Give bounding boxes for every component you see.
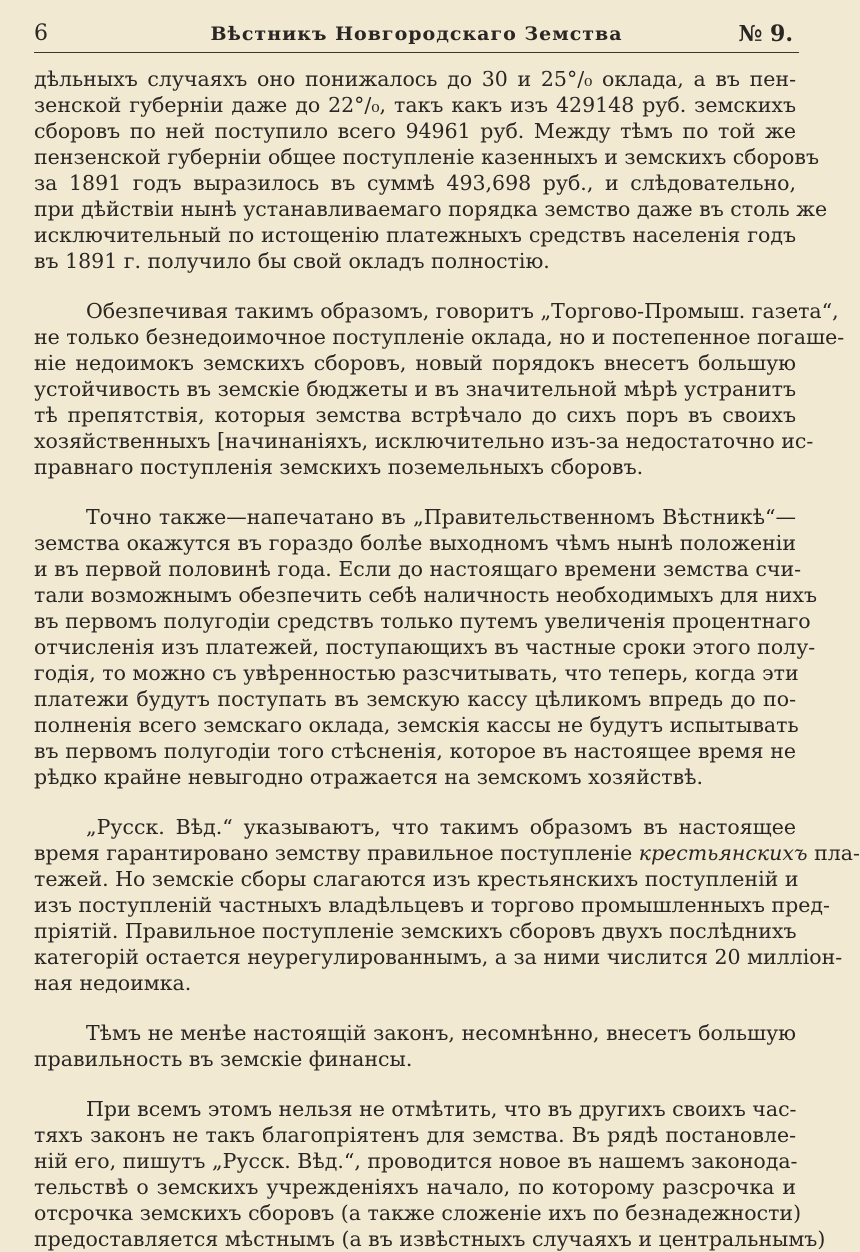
paragraph-6 bbox=[34, 1096, 826, 1252]
paragraph-2 bbox=[34, 298, 845, 480]
text-line: рѣдко крайне невыгодно отражается на земскомъ хозяйствѣ. bbox=[34, 765, 704, 789]
text-segment: пла- bbox=[807, 841, 860, 865]
page-number: 6 bbox=[34, 21, 48, 46]
text-segment: время гарантировано земству правильное поступленіе bbox=[34, 841, 639, 865]
text-line: отсрочка земскихъ сборовъ (а также сложеніе ихъ по безнадежности) bbox=[34, 1201, 802, 1225]
text-line: категорій остается неурегулированнымъ, а за ними числится 20 милліон- bbox=[34, 945, 843, 969]
text-line: годія, то можно съ увѣренностью разсчитывать, что теперь, когда эти bbox=[34, 661, 799, 685]
text-line: тяхъ законъ не такъ благопріятенъ для земства. Въ рядѣ постановле- bbox=[34, 1123, 796, 1147]
text-line: платежи будутъ поступать въ земскую кассу цѣликомъ впредь до по- bbox=[34, 687, 796, 711]
text-line: Тѣмъ не менѣе настоящій законъ, несомнѣнно, внесетъ большую bbox=[86, 1021, 796, 1045]
text-line: Точно также—напечатано въ „Правительственномъ Вѣстникѣ“— bbox=[86, 505, 796, 529]
text-line: тельствѣ о земскихъ учрежденіяхъ начало, по которому разсрочка и bbox=[34, 1175, 796, 1199]
text-line: исключительный по истощенію платежныхъ средствъ населенія годъ bbox=[34, 223, 796, 247]
text-line: предоставляется мѣстнымъ (а въ извѣстныхъ случаяхъ и центральнымъ) bbox=[34, 1227, 826, 1251]
text-line: при дѣйствіи нынѣ устанавливаемаго порядка земство даже въ столь же bbox=[34, 197, 828, 221]
paragraph-4 bbox=[34, 814, 860, 996]
text-line: правнаго поступленія земскихъ поземельныхъ сборовъ. bbox=[34, 455, 644, 479]
text-line: правильность въ земскіе финансы. bbox=[34, 1047, 413, 1071]
journal-title: Вѣстникъ Новгородскаго Земства bbox=[210, 23, 623, 45]
text-line bbox=[34, 840, 860, 866]
text-line: зенской губерніи даже до 22°/₀, такъ какъ изъ 429148 руб. земскихъ bbox=[34, 93, 796, 117]
page-body bbox=[34, 66, 860, 1252]
text-line: въ первомъ полугодіи того стѣсненія, которое въ настоящее время не bbox=[34, 739, 796, 763]
text-line: ная недоимка. bbox=[34, 971, 192, 995]
text-line: тѣ препятствія, которыя земства встрѣчало до сихъ поръ въ своихъ bbox=[34, 403, 796, 427]
text-line: Обезпечивая такимъ образомъ, говоритъ „Торгово-Промыш. газета“, bbox=[86, 299, 839, 323]
text-line: сборовъ по ней поступило всего 94961 руб. Между тѣмъ по той же bbox=[34, 119, 796, 143]
text-line: тали возможнымъ обезпечить себѣ наличность необходимыхъ для нихъ bbox=[34, 583, 818, 607]
text-line: пріятій. Правильное поступленіе земскихъ сборовъ двухъ послѣднихъ bbox=[34, 919, 797, 943]
text-line: изъ поступленій частныхъ владѣльцевъ и торгово промышленныхъ пред- bbox=[34, 893, 830, 917]
text-line: ній его, пишутъ „Русск. Вѣд.“, проводится новое въ нашемъ законода- bbox=[34, 1149, 798, 1173]
text-line: пензенской губерніи общее поступленіе казенныхъ и земскихъ сборовъ bbox=[34, 145, 819, 169]
text-line: При всемъ этомъ нельзя не отмѣтить, что въ другихъ своихъ час- bbox=[86, 1097, 797, 1121]
text-line: дѣльныхъ случаяхъ оно понижалось до 30 и 25°/₀ оклада, а въ пен- bbox=[34, 67, 796, 91]
text-line: и въ первой половинѣ года. Если до настоящаго времени земства счи- bbox=[34, 557, 802, 581]
text-line: „Русск. Вѣд.“ указываютъ, что такимъ образомъ въ настоящее bbox=[86, 815, 796, 839]
page-header bbox=[34, 18, 799, 53]
text-line: въ первомъ полугодіи средствъ только путемъ увеличенія процентнаго bbox=[34, 609, 811, 633]
text-line: устойчивость въ земскіе бюджеты и въ значительной мѣрѣ устранитъ bbox=[34, 377, 796, 401]
text-line: тежей. Но земскіе сборы слагаются изъ крестьянскихъ поступленій и bbox=[34, 867, 799, 891]
issue-number: № 9. bbox=[738, 21, 793, 47]
text-line: въ 1891 г. получило бы свой окладъ полностію. bbox=[34, 249, 550, 273]
text-line: хозяйственныхъ [начинаніяхъ, исключительно изъ-за недостаточно ис- bbox=[34, 429, 814, 453]
text-line: полненія всего земскаго оклада, земскія кассы не будутъ испытывать bbox=[34, 713, 799, 737]
text-line: не только безнедоимочное поступленіе оклада, но и постепенное погаше- bbox=[34, 325, 845, 349]
text-line: земства окажутся въ гораздо болѣе выходномъ чѣмъ нынѣ положеніи bbox=[34, 531, 796, 555]
text-line: отчисленія изъ платежей, поступающихъ въ частные сроки этого полу- bbox=[34, 635, 816, 659]
text-line: за 1891 годъ выразилось въ суммѣ 493,698 руб., и слѣдовательно, bbox=[34, 171, 796, 195]
paragraph-5 bbox=[34, 1020, 796, 1072]
text-line: ніе недоимокъ земскихъ сборовъ, новый порядокъ внесетъ большую bbox=[34, 351, 796, 375]
emphasis-word: крестьянскихъ bbox=[638, 841, 808, 865]
paragraph-3 bbox=[34, 504, 818, 790]
paragraph-1 bbox=[34, 66, 828, 274]
